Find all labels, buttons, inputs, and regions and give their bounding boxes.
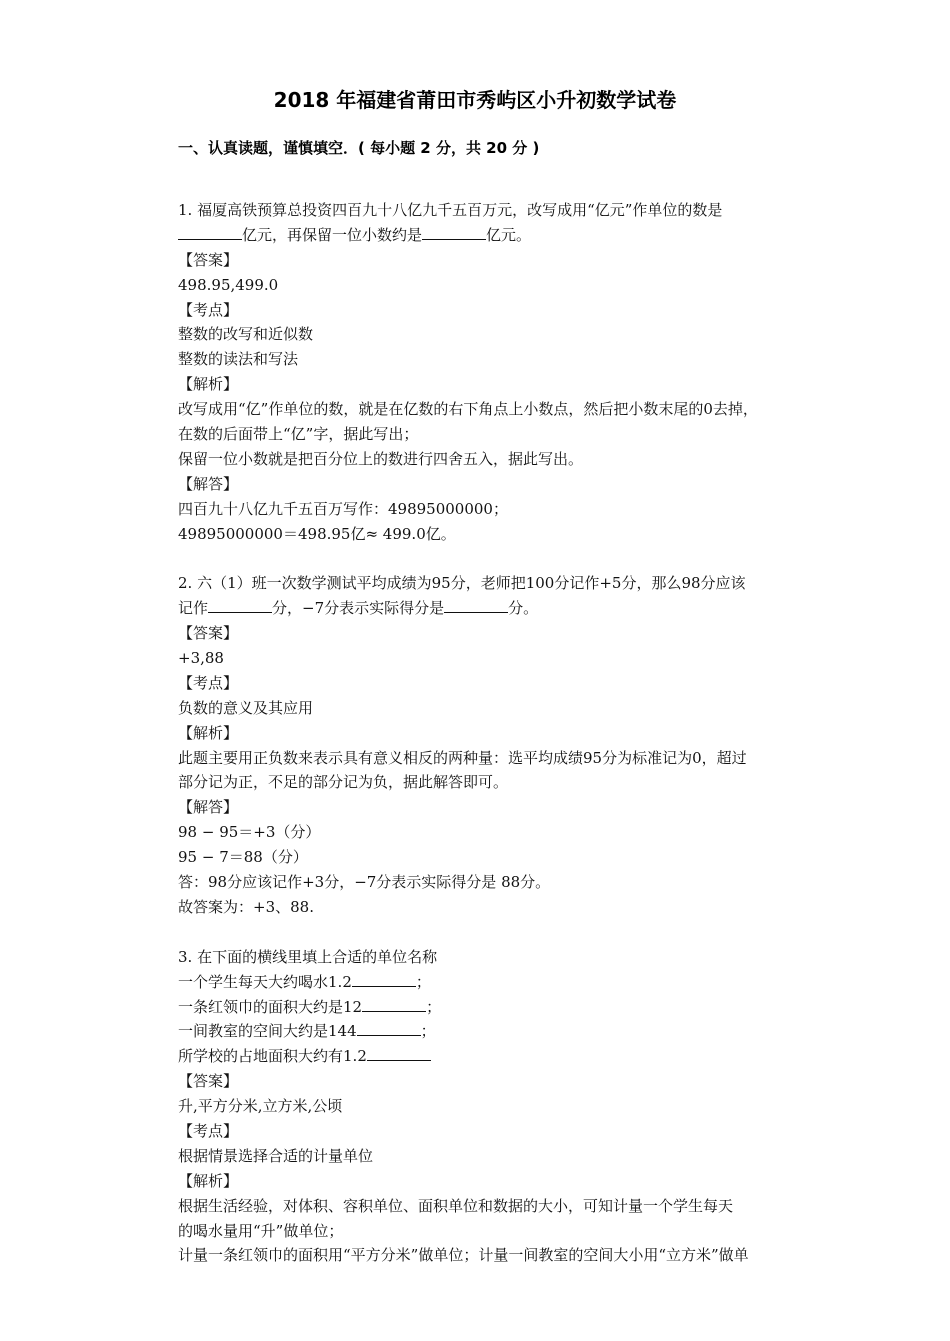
q1-topic-label: 【考点】 xyxy=(178,300,239,319)
q3-item-3: 一间教室的空间大约是144 ； xyxy=(178,1022,436,1041)
q1-topic-1: 整数的改写和近似数 xyxy=(178,325,314,344)
q2-solution-3: 答：98分应该记作+3分，−7分表示实际得分是 88分。 xyxy=(178,873,551,892)
q1-solution-label: 【解答】 xyxy=(178,474,239,493)
q3-item-1: 一个学生每天大约喝水1.2 ； xyxy=(178,972,431,991)
q3-topic-label: 【考点】 xyxy=(178,1121,239,1140)
q3-blank-2 xyxy=(362,996,426,1012)
q1-blank-2 xyxy=(422,224,486,240)
q2-analysis-1: 此题主要用正负数来表示具有意义相反的两种量：选平均成绩95分为标准记为0，超过 xyxy=(178,748,747,767)
q3-analysis-label: 【解析】 xyxy=(178,1171,239,1190)
q1-stem-line-2: 亿元，再保留一位小数约是 亿元。 xyxy=(178,223,838,248)
q2-answer-label: 【答案】 xyxy=(178,624,239,643)
q2-stem-line-1: 2. 六（1）班一次数学测试平均成绩为95分，老师把100分记作+5分，那么98分应该 xyxy=(178,574,746,593)
q2-solution-2: 95 − 7＝88（分） xyxy=(178,848,308,867)
q2-topic-1: 负数的意义及其应用 xyxy=(178,698,314,717)
q3-analysis-2: 的喝水量用“升”做单位； xyxy=(178,1221,344,1240)
q1-blank-1 xyxy=(178,224,242,240)
page-title: 2018 年福建省莆田市秀屿区小升初数学试卷 xyxy=(273,88,677,112)
q3-blank-3 xyxy=(357,1020,421,1036)
q2-answer: +3,88 xyxy=(178,649,224,668)
document-body xyxy=(178,198,838,1268)
section-heading: 一、认真读题，谨慎填空．( 每小题 2 分，共 20 分 ) xyxy=(178,139,540,157)
q3-blank-1 xyxy=(352,971,416,987)
q1-answer-label: 【答案】 xyxy=(178,250,239,269)
q2-stem-line-2: 记作 分，−7分表示实际得分是 分。 xyxy=(178,599,539,618)
q1-solution-2: 49895000000＝498.95亿≈ 499.0亿。 xyxy=(178,524,456,543)
q3-answer-label: 【答案】 xyxy=(178,1072,239,1091)
q3-topic-1: 根据情景选择合适的计量单位 xyxy=(178,1146,374,1165)
q1-analysis-label: 【解析】 xyxy=(178,375,239,394)
q3-stem-line-1: 3. 在下面的横线里填上合适的单位名称 xyxy=(178,947,438,966)
q2-blank-2 xyxy=(444,597,508,613)
q2-analysis-2: 部分记为正，不足的部分记为负，据此解答即可。 xyxy=(178,773,509,792)
q3-answer: 升,平方分米,立方米,公顷 xyxy=(178,1097,343,1116)
q2-analysis-label: 【解析】 xyxy=(178,723,239,742)
q3-analysis-1: 根据生活经验，对体积、容积单位、面积单位和数据的大小，可知计量一个学生每天 xyxy=(178,1196,734,1215)
q2-solution-1: 98 − 95＝+3（分） xyxy=(178,823,321,842)
q1-analysis-1: 改写成用“亿”作单位的数，就是在亿数的右下角点上小数点，然后把小数末尾的0去掉， xyxy=(178,400,758,419)
q2-topic-label: 【考点】 xyxy=(178,673,239,692)
q2-solution-4: 故答案为：+3、88. xyxy=(178,897,314,916)
q2-solution-label: 【解答】 xyxy=(178,798,239,817)
q1-topic-2: 整数的读法和写法 xyxy=(178,350,299,369)
q2-blank-1 xyxy=(208,597,272,613)
q1-analysis-2: 在数的后面带上“亿”字，据此写出； xyxy=(178,425,419,444)
q3-item-4: 所学校的占地面积大约有1.2 xyxy=(178,1044,838,1069)
q1-stem-line-1: 1. 福厦高铁预算总投资四百九十八亿九千五百万元，改写成用“亿元”作单位的数是 xyxy=(178,201,723,219)
q1-solution-1: 四百九十八亿九千五百万写作：49895000000； xyxy=(178,499,508,518)
q1-answer: 498.95,499.0 xyxy=(178,275,279,294)
q1-analysis-3: 保留一位小数就是把百分位上的数进行四舍五入，据此写出。 xyxy=(178,449,584,468)
q3-blank-4 xyxy=(367,1045,431,1061)
q3-analysis-3: 计量一条红领巾的面积用“平方分米”做单位；计量一间教室的空间大小用“立方米”做单 xyxy=(178,1246,749,1265)
q3-item-2: 一条红领巾的面积大约是12 ； xyxy=(178,997,442,1016)
